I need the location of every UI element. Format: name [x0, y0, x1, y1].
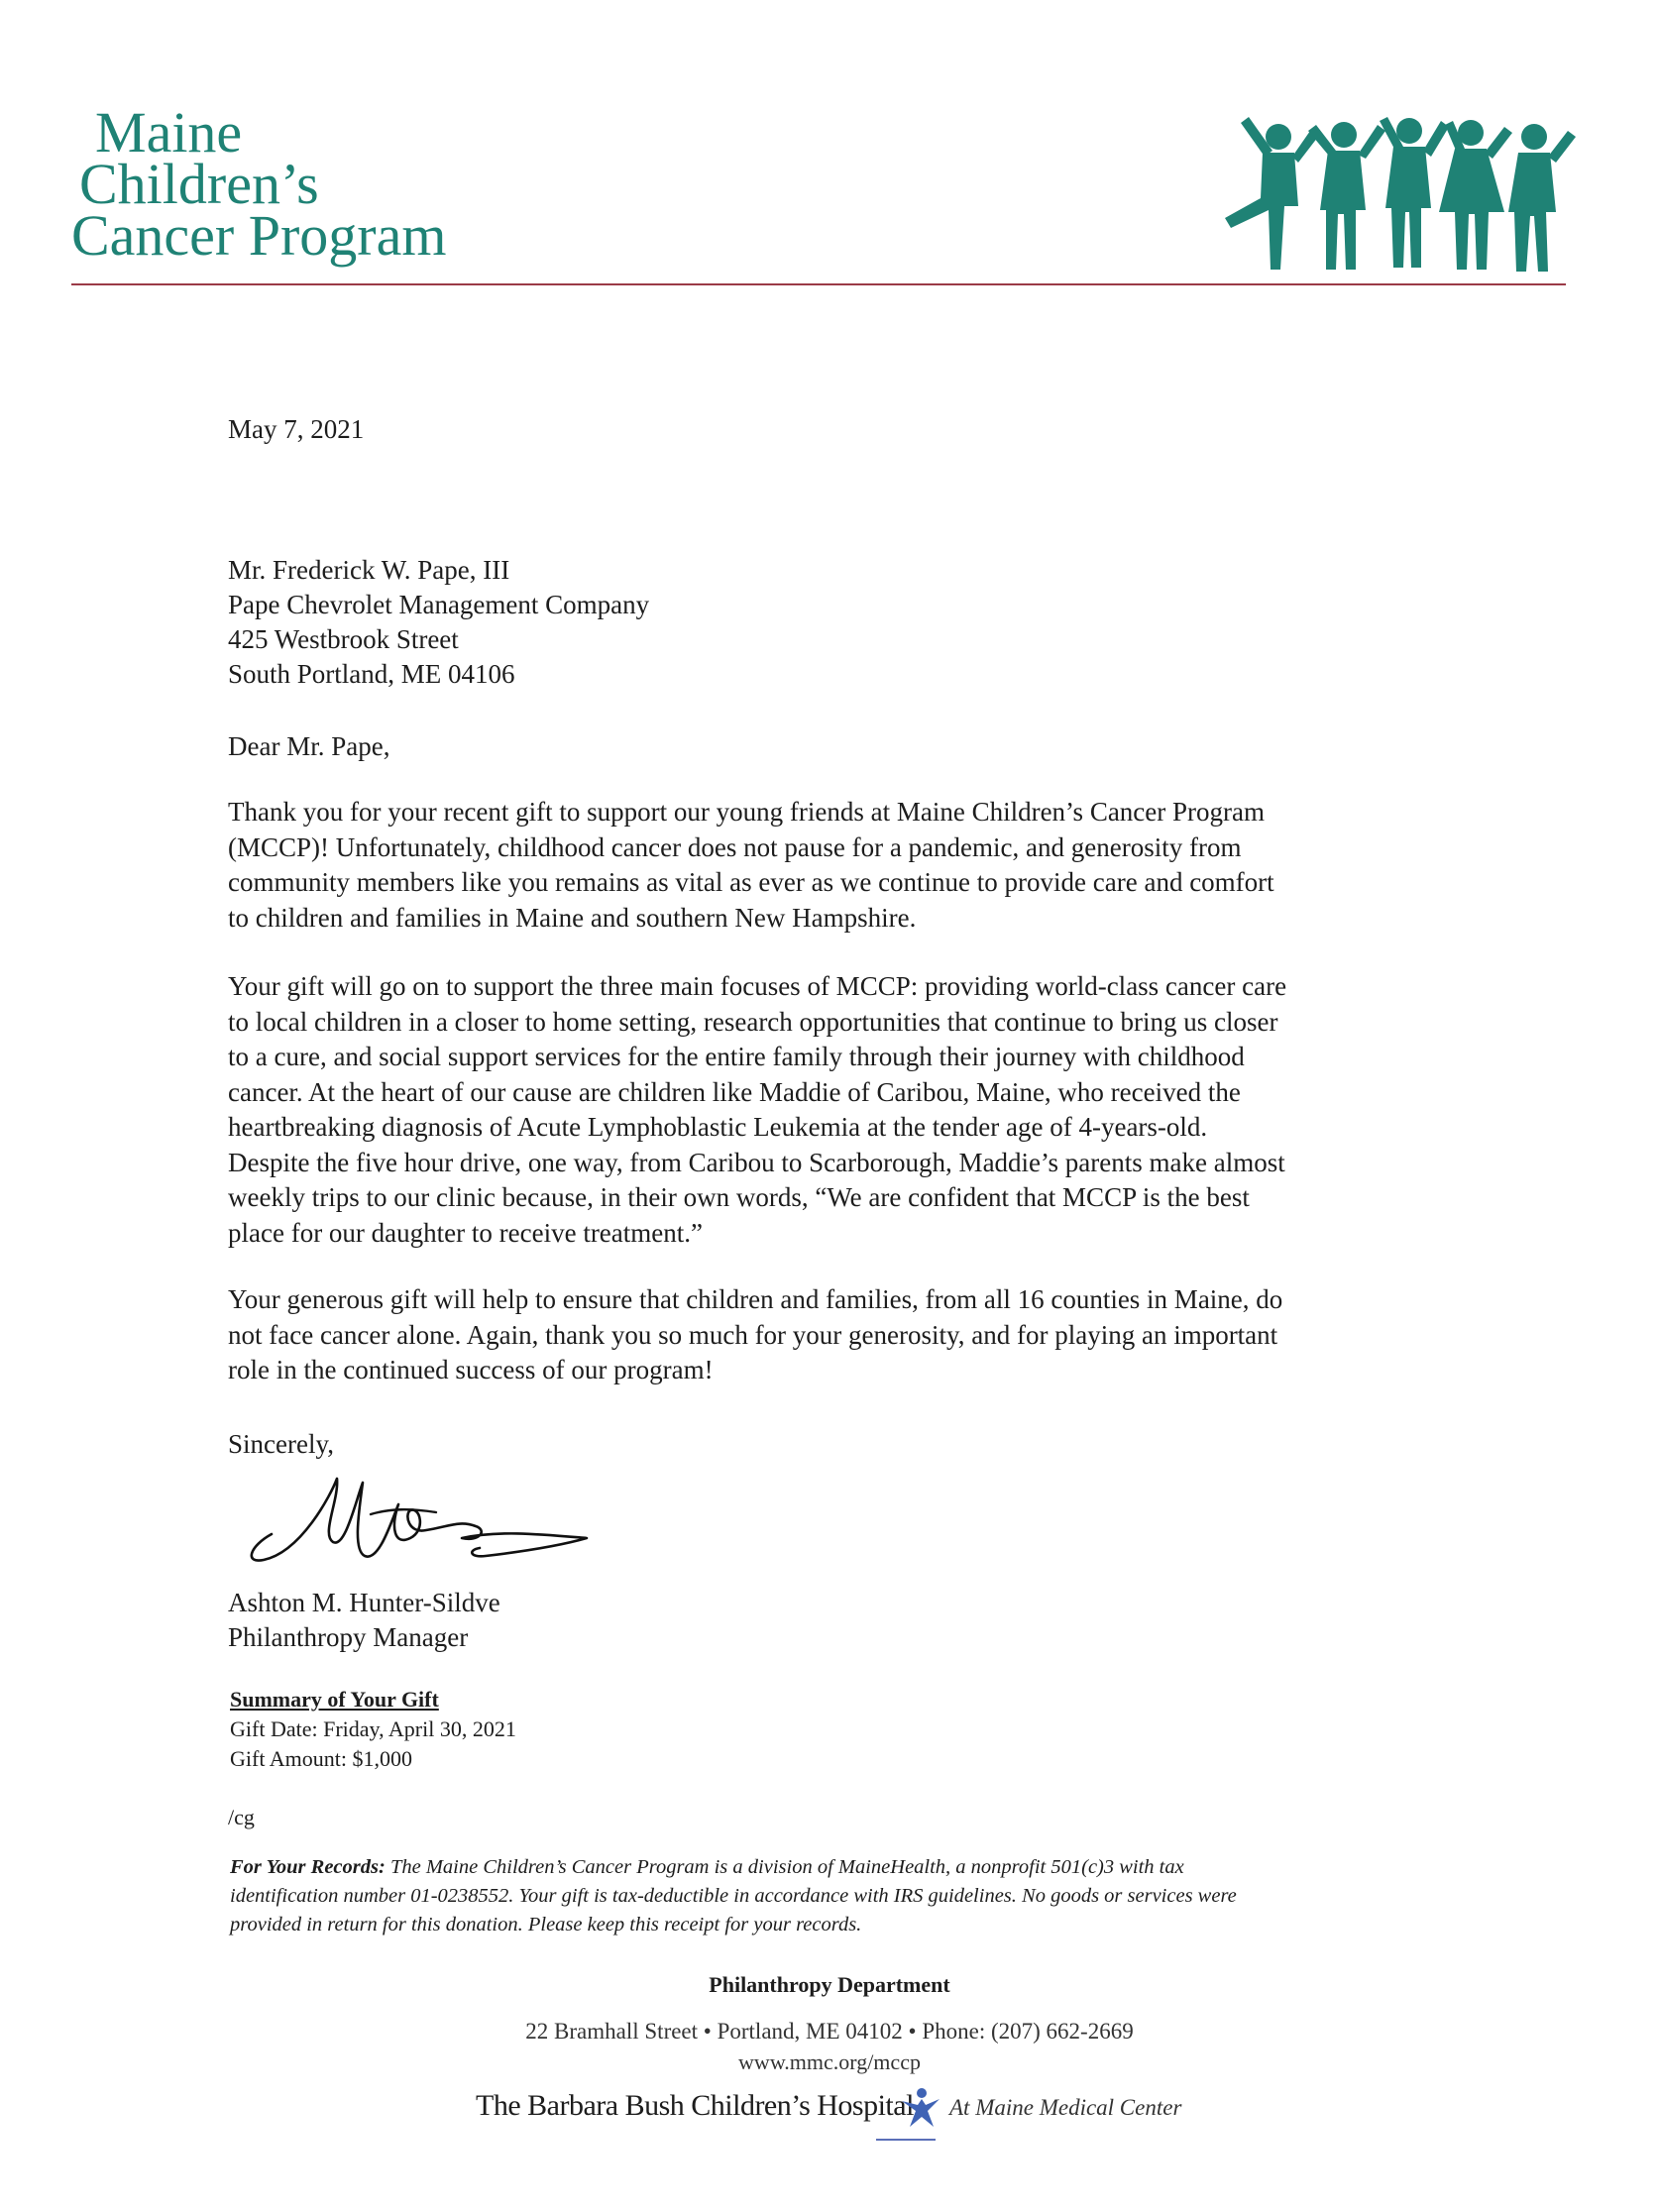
paragraph-line: Despite the five hour drive, one way, from Caribou to Scarborough, Maddie’s parents make almost: [228, 1147, 1285, 1177]
records-text: provided in return for this donation. Please keep this receipt for your records.: [230, 1914, 862, 1936]
records-text: The Maine Children’s Cancer Program is a division of MaineHealth, a nonprofit 501(c)3 with tax: [385, 1856, 1184, 1878]
header-divider: [71, 283, 1566, 285]
paragraph-line: weekly trips to our clinic because, in their own words, “We are confident that MCCP is the best: [228, 1182, 1250, 1212]
footer-website: www.mmc.org/mccp: [738, 2049, 921, 2074]
typist-initials: /cg: [228, 1805, 255, 1829]
letter-date: May 7, 2021: [228, 414, 365, 444]
records-label: For Your Records:: [230, 1856, 386, 1878]
paragraph-line: to children and families in Maine and southern New Hampshire.: [228, 902, 917, 933]
logo-line: Maine: [95, 100, 243, 165]
paragraph-line: to local children in a closer to home setting, research opportunities that continue to bring us closer: [228, 1006, 1278, 1037]
gift-date: Gift Date: Friday, April 30, 2021: [230, 1716, 516, 1741]
gift-summary: [230, 1685, 516, 1774]
records-text: identification number 01-0238552. Your gift is tax-deductible in accordance with IRS guidelines. No goods or services were: [230, 1885, 1237, 1907]
paragraph-line: Your generous gift will help to ensure that children and families, from all 16 counties in Maine, do: [228, 1284, 1283, 1314]
paragraph-line: heartbreaking diagnosis of Acute Lymphoblastic Leukemia at the tender age of 4-years-old.: [228, 1112, 1208, 1142]
logo-line: Cancer Program: [71, 203, 447, 268]
signer-block: [228, 1586, 500, 1655]
paragraph-line: not face cancer alone. Again, thank you so much for your generosity, and for playing an important: [228, 1319, 1278, 1350]
address-line: South Portland, ME 04106: [228, 659, 515, 689]
address-line: Pape Chevrolet Management Company: [228, 590, 650, 619]
footer-address: 22 Bramhall Street • Portland, ME 04102 • Phone: (207) 662-2669: [525, 2019, 1134, 2044]
children-silhouettes-logo: [1211, 111, 1578, 279]
address-line: Mr. Frederick W. Pape, III: [228, 555, 510, 585]
address-line: 425 Westbrook Street: [228, 624, 459, 654]
paragraph-line: Your gift will go on to support the three main focuses of MCCP: providing world-class cancer care: [228, 971, 1287, 1001]
closing: Sincerely,: [228, 1429, 334, 1459]
hospital-star-icon: [898, 2085, 941, 2131]
body-paragraph-1: [228, 795, 1516, 936]
paragraph-line: place for our daughter to receive treatment.”: [228, 1217, 703, 1248]
program-logo: [71, 100, 447, 268]
tax-records-notice: [230, 1853, 1538, 1939]
gift-amount: Gift Amount: $1,000: [230, 1746, 412, 1771]
paragraph-line: cancer. At the heart of our cause are children like Maddie of Caribou, Maine, who received the: [228, 1076, 1241, 1107]
body-paragraph-3: [228, 1282, 1516, 1388]
salutation: Dear Mr. Pape,: [228, 731, 390, 761]
hospital-subtitle: At Maine Medical Center: [949, 2095, 1182, 2120]
signer-title: Philanthropy Manager: [228, 1622, 469, 1652]
gift-summary-heading: Summary of Your Gift: [230, 1687, 439, 1712]
paragraph-line: community members like you remains as vital as ever as we continue to provide care and comfort: [228, 867, 1274, 897]
paragraph-line: to a cure, and social support services for the entire family through their journey with childhood: [228, 1042, 1245, 1071]
hospital-underline: [876, 2139, 936, 2141]
paragraph-line: role in the continued success of our program!: [228, 1355, 714, 1384]
footer-department: Philanthropy Department: [709, 1972, 950, 1997]
hospital-name: The Barbara Bush Children’s Hospital: [476, 2089, 914, 2122]
logo-line: Children’s: [79, 152, 319, 216]
recipient-address: [228, 553, 649, 692]
paragraph-line: (MCCP)! Unfortunately, childhood cancer does not pause for a pandemic, and generosity from: [228, 831, 1242, 862]
body-paragraph-2: [228, 969, 1516, 1251]
handwritten-signature: [242, 1465, 599, 1574]
signer-name: Ashton M. Hunter-Sildve: [228, 1588, 500, 1617]
paragraph-line: Thank you for your recent gift to support our young friends at Maine Children’s Cancer Program: [228, 797, 1265, 827]
